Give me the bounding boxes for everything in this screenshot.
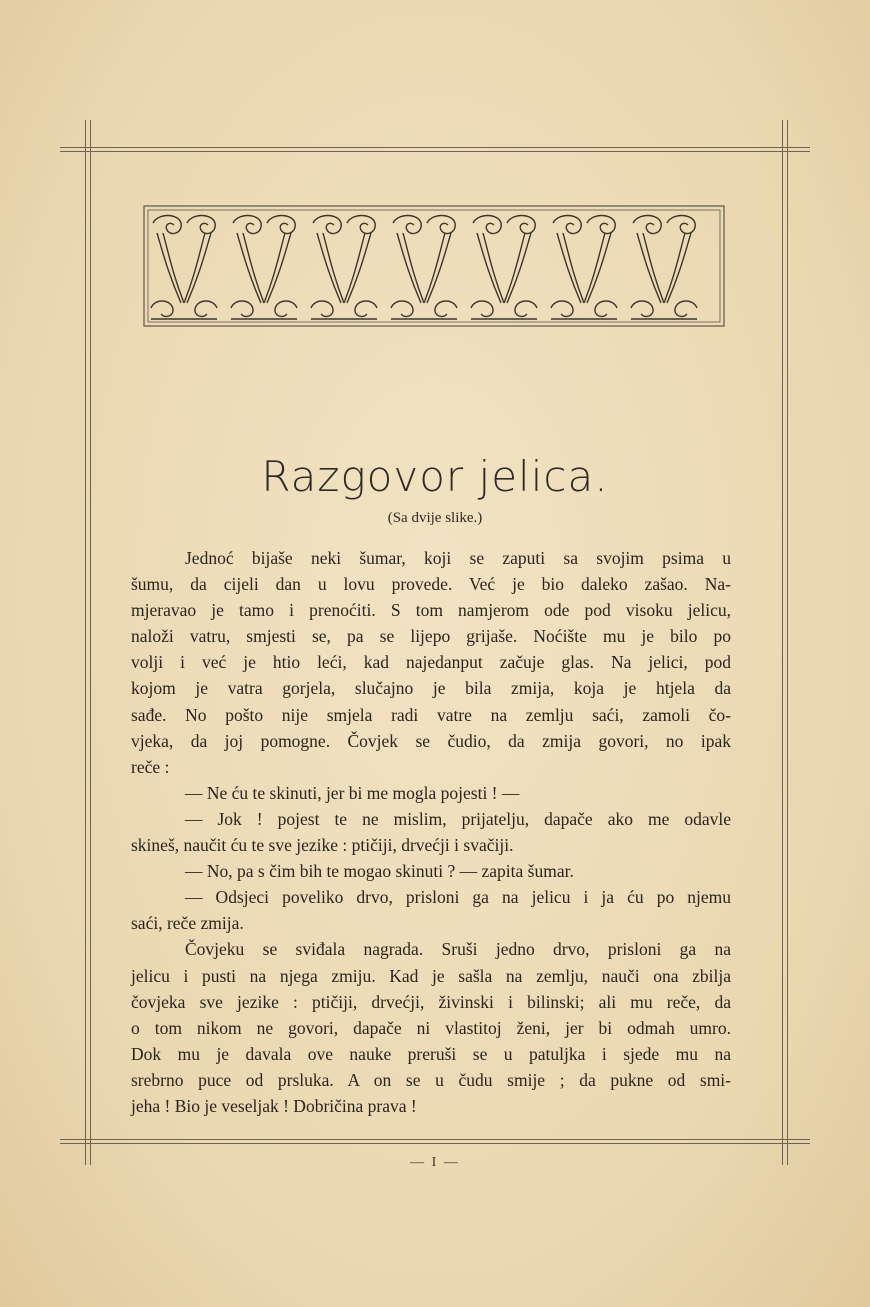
text-line: — Jok ! pojest te ne mislim, prijatelju, dapače ako me odavle: [185, 808, 731, 829]
text-line: Čovjeku se sviđala nagrada. Sruši jedno drvo, prisloni ga na: [185, 939, 731, 960]
text-line: reče :: [131, 756, 170, 777]
text-line: vjeka, da joj pomogne. Čovjek se čudio, da zmija govori, no ipak: [131, 730, 731, 751]
page-number: — I —: [410, 1155, 460, 1170]
story-subtitle: (Sa dvije slike.): [387, 510, 483, 526]
text-line: mjeravao je tamo i prenoćiti. S tom namjerom ode pod visoku jelicu,: [131, 600, 731, 621]
text-line: volji i već je htio leći, kad najedanput začuje glas. Na jelici, pod: [131, 652, 731, 673]
text-line: — Ne ću te skinuti, jer bi me mogla pojesti ! —: [185, 782, 520, 803]
text-line: skineš, naučit ću te sve jezike : ptičiji, drvećji i svačiji.: [131, 835, 514, 856]
text-line: srebrno puce od prsluka. A on se u čudu smije ; da pukne od smi-: [131, 1069, 731, 1090]
text-line: Dok mu je davala ove nauke preruši se u patuljka i sjede mu na: [131, 1043, 731, 1064]
text-line: šumu, da cijeli dan u lovu provede. Već je bio daleko zašao. Na-: [131, 574, 731, 595]
text-line: sađe. No pošto nije smjela radi vatre na zemlju saći, zamoli čo-: [131, 704, 731, 725]
text-line: kojom je vatra gorjela, slučajno je bila zmija, koja je htjela da: [131, 678, 731, 699]
text-line: naloži vatru, smjesti se, pa se lijepo grijaše. Noćište mu je bilo po: [131, 626, 731, 647]
text-line: čovjeka sve jezike : ptičiji, drvećji, živinski i bilinski; ali mu reče, da: [131, 991, 731, 1012]
text-line: o tom nikom ne govori, dapače ni vlastitoj ženi, jer bi odmah umro.: [131, 1017, 731, 1038]
text-line: jelicu i pusti na njega zmiju. Kad je sašla na zemlju, nauči ona zbilja: [131, 965, 731, 986]
text-line: — No, pa s čim bih te mogao skinuti ? — zapita šumar.: [185, 861, 574, 882]
text-line: jeha ! Bio je veseljak ! Dobričina prava !: [131, 1095, 417, 1116]
ornamental-header-band: [143, 203, 725, 329]
text-line: — Odsjeci poveliko drvo, prisloni ga na jelicu i ja ću po njemu: [185, 887, 731, 908]
text-line: Jednoć bijaše neki šumar, koji se zaputi sa svojim psima u: [185, 548, 731, 568]
story-body: [131, 545, 731, 1119]
text-line: saći, reče zmija.: [131, 913, 244, 934]
story-title: Razgovor jelica.: [261, 452, 609, 501]
